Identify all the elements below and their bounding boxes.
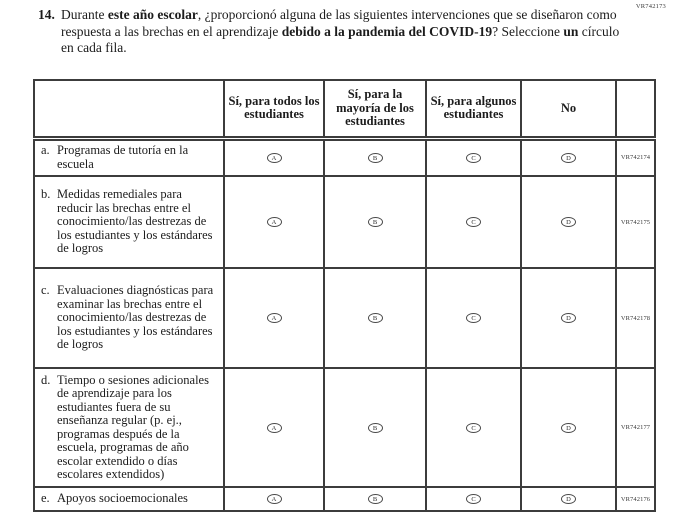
header-empty-label: [34, 80, 224, 138]
option-cell: [324, 176, 426, 268]
option-bubble-d[interactable]: D: [561, 423, 576, 433]
option-cell: [224, 368, 324, 487]
option-cell: [426, 176, 521, 268]
row-letter: d.: [41, 372, 51, 387]
question-text: [61, 7, 621, 57]
option-cell: [521, 487, 616, 511]
option-cell: [224, 268, 324, 368]
option-bubble-b[interactable]: B: [368, 153, 383, 163]
option-bubble-a[interactable]: A: [267, 313, 282, 323]
row-label-cell: [34, 138, 224, 176]
option-bubble-d[interactable]: D: [561, 494, 576, 504]
response-grid: [33, 79, 656, 512]
question-part-bold: debido a la pandemia del COVID-19: [281, 23, 493, 39]
option-cell: [521, 268, 616, 368]
row-text: Programas de tutoría en la escuela: [57, 143, 189, 171]
row-text: Medidas remediales para reducir las brechas entre el conocimiento/las destrezas de los estudiantes y los estándares de logros: [57, 187, 213, 256]
row-label-cell: [34, 268, 224, 368]
option-cell: [521, 368, 616, 487]
header-col-all-students: Sí, para todos los estudiantes: [224, 80, 324, 138]
header-col-most-students: Sí, para la mayoría de los estudiantes: [324, 80, 426, 138]
option-cell: [521, 176, 616, 268]
option-bubble-d[interactable]: D: [561, 313, 576, 323]
header-empty-code: [616, 80, 655, 138]
question-part: círculo en cada fila.: [61, 23, 620, 55]
page-code: VR742173: [635, 3, 666, 10]
option-bubble-b[interactable]: B: [368, 423, 383, 433]
option-cell: [426, 138, 521, 176]
row-code: VR742177: [616, 368, 655, 487]
option-cell: [224, 138, 324, 176]
question-part: , ¿proporcionó alguna de las siguientes intervenciones que se diseñaron como respuesta a las brechas en el aprendizaje: [61, 7, 617, 39]
question-part-bold: un: [563, 23, 579, 39]
row-label-cell: [34, 176, 224, 268]
row-letter: e.: [41, 491, 50, 506]
option-bubble-c[interactable]: C: [466, 313, 481, 323]
option-bubble-d[interactable]: D: [561, 153, 576, 163]
option-cell: [324, 487, 426, 511]
option-cell: [324, 368, 426, 487]
row-letter: a.: [41, 143, 50, 158]
row-text: Tiempo o sesiones adicionales de aprendizaje para los estudiantes fuera de su enseñanza regular (p. ej., programas después de la escuela, programas de año escolar extendido o días escolares extendidos): [57, 372, 209, 481]
row-code: VR742178: [616, 268, 655, 368]
option-bubble-a[interactable]: A: [267, 423, 282, 433]
option-cell: [426, 368, 521, 487]
question-part: Durante: [61, 7, 108, 22]
option-bubble-a[interactable]: A: [267, 494, 282, 504]
table-row-a: [34, 138, 655, 176]
question-14: [38, 7, 623, 57]
table-row-d: [34, 368, 655, 487]
option-cell: [324, 268, 426, 368]
header-col-no: No: [521, 80, 616, 138]
header-col-some-students: Sí, para algunos estudiantes: [426, 80, 521, 138]
option-cell: [426, 487, 521, 511]
row-label-cell: [34, 487, 224, 511]
option-bubble-b[interactable]: B: [368, 217, 383, 227]
option-bubble-a[interactable]: A: [267, 217, 282, 227]
option-cell: [324, 138, 426, 176]
question-part-bold: este año escolar: [107, 7, 198, 22]
row-letter: c.: [41, 283, 50, 298]
option-cell: [521, 138, 616, 176]
table-row-e: [34, 487, 655, 511]
option-cell: [426, 268, 521, 368]
option-bubble-c[interactable]: C: [466, 494, 481, 504]
row-label-cell: [34, 368, 224, 487]
row-code: VR742176: [616, 487, 655, 511]
table-row-c: [34, 268, 655, 368]
row-code: VR742175: [616, 176, 655, 268]
option-bubble-b[interactable]: B: [368, 494, 383, 504]
table-row-b: [34, 176, 655, 268]
row-letter: b.: [41, 187, 51, 202]
header-row: [34, 80, 655, 138]
option-bubble-b[interactable]: B: [368, 313, 383, 323]
option-bubble-c[interactable]: C: [466, 153, 481, 163]
option-bubble-c[interactable]: C: [466, 217, 481, 227]
row-text: Evaluaciones diagnósticas para examinar las brechas entre el conocimiento/las destrezas de los estudiantes y los estándares de logros: [57, 283, 214, 352]
option-bubble-c[interactable]: C: [466, 423, 481, 433]
option-cell: [224, 176, 324, 268]
option-cell: [224, 487, 324, 511]
row-text: Apoyos socioemocionales: [57, 491, 188, 506]
question-number: 14.: [38, 7, 55, 22]
option-bubble-a[interactable]: A: [267, 153, 282, 163]
row-code: VR742174: [616, 138, 655, 176]
option-bubble-d[interactable]: D: [561, 217, 576, 227]
question-part: ? Seleccione: [492, 23, 564, 39]
